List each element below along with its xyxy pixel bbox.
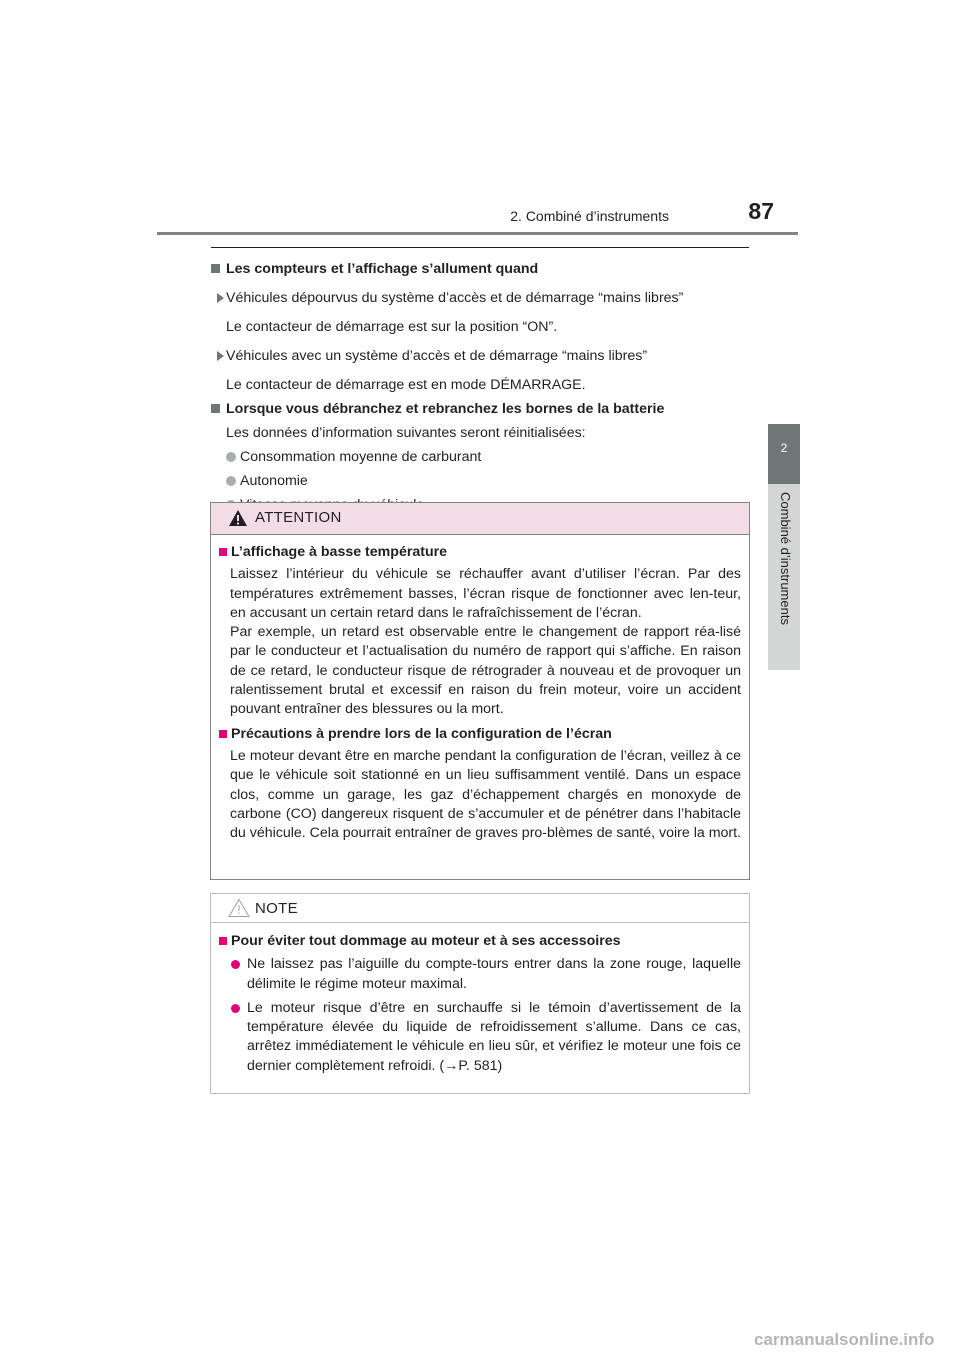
heading-displays-on: [211, 257, 749, 281]
side-tab-number: [768, 424, 800, 484]
triangle-bullet-icon: [217, 293, 224, 303]
note-item-text: Ne laissez pas l’aiguille du compte-tours entrer dans la zone rouge, laquelle délimite le régime moteur maximal.: [247, 956, 741, 992]
heading-square-icon: [219, 548, 227, 556]
warning-icon: [228, 509, 248, 527]
bullet-dot-icon: [231, 960, 240, 969]
heading-text: Lorsque vous débranchez et rebranchez les bornes de la batterie: [226, 401, 665, 417]
side-tab-label-text: Combiné d’instruments: [778, 492, 793, 625]
list-item: [211, 445, 749, 469]
sub-item-with-smart-key: [211, 344, 749, 368]
heading-text: Les compteurs et l’affichage s’allument quand: [226, 261, 539, 277]
attention-heading-screen-setup: [219, 725, 741, 744]
note-heading: [219, 932, 741, 951]
watermark: carmanualsonline.info: [754, 1330, 935, 1349]
note-header: [211, 894, 749, 923]
sub-text: Le contacteur de démarrage est en mode DÉMARRAGE.: [226, 377, 586, 393]
attention-box: [210, 502, 750, 880]
sub-text: Le contacteur de démarrage est sur la position “ON”.: [226, 319, 558, 335]
heading-battery: [211, 397, 749, 421]
attention-paragraph: Le moteur devant être en marche pendant la configuration de l’écran, veillez à ce que le véhicule soit stationné en un lieu suffisamment ventilé. Dans un espace clos, comme un garage, les gaz d’échappement chargés en monoxyde de carbone (CO) dangereux risquent de s’accumuler et de pénétrer dans l’habitacle du véhicule. Cela pourrait entraîner de graves pro-blèmes de santé, voire la mort.: [230, 747, 742, 842]
attention-header: [211, 503, 749, 535]
list-item: [211, 469, 749, 493]
page-number: 87: [748, 198, 774, 224]
heading-square-icon: [219, 937, 227, 945]
attention-heading-low-temp: [219, 543, 741, 562]
list-item-text: Autonomie: [240, 473, 308, 489]
attention-paragraph: Par exemple, un retard est observable entre le changement de rapport réa-lisé par le conducteur et l’actualisation du numéro de rapport qui s’affiche. En raison de ce retard, le conducteur risque de rétrograder à nouveau et de provoquer un ralentissement brutal et excessif en raison du frein moteur, voire un accident pouvant entraîner des blessures ou la mort.: [230, 624, 741, 718]
note-list-item: [219, 955, 741, 994]
note-title: NOTE: [255, 900, 298, 917]
intro-text: Les données d’information suivantes seront réinitialisées:: [226, 425, 586, 441]
list-item-text: Consommation moyenne de carburant: [240, 449, 482, 465]
bullet-dot-icon: [226, 452, 236, 462]
bullet-dot-icon: [231, 1004, 240, 1013]
triangle-bullet-icon: [217, 351, 224, 361]
sub-item-without-smart-key: [211, 286, 749, 310]
note-list-item: [219, 999, 741, 1076]
heading-text: L’affichage à basse température: [231, 544, 448, 560]
heading-square-icon: [211, 264, 220, 273]
heading-text: Pour éviter tout dommage au moteur et à ses accessoires: [231, 933, 621, 949]
side-tab-label: [768, 484, 800, 670]
heading-square-icon: [219, 730, 227, 738]
note-item-text: Le moteur risque d’être en surchauffe si le témoin d’avertissement de la température élevée du liquide de refroidissement s’allume. Dans ce cas, arrêtez immédiatement le véhicule en lieu sûr, et vérifiez le moteur une fois ce dernier complètement refroidi. (→P. 581): [247, 999, 741, 1074]
heading-square-icon: [211, 404, 220, 413]
section-rule: [211, 247, 749, 248]
attention-title: ATTENTION: [255, 509, 342, 526]
sub-label: Véhicules avec un système d’accès et de démarrage “mains libres”: [226, 348, 648, 364]
caution-outline-icon: [228, 898, 250, 918]
note-box: [210, 893, 750, 1094]
sub-label: Véhicules dépourvus du système d’accès et de démarrage “mains libres”: [226, 290, 684, 306]
heading-text: Précautions à prendre lors de la configuration de l’écran: [231, 725, 612, 742]
attention-paragraph: Laissez l’intérieur du véhicule se réchauffer avant d’utiliser l’écran. Par des températures extrêmement basses, l’écran risque de fonctionner avec len-teur, en accusant un certain retard dans le rafraîchissement de l’écran.: [230, 566, 741, 621]
header-divider: [157, 232, 798, 235]
side-tab-number-text: 2: [780, 441, 788, 455]
main-content: [211, 257, 749, 517]
bullet-dot-icon: [226, 476, 236, 486]
header-section-title: 2. Combiné d’instruments: [510, 208, 669, 224]
